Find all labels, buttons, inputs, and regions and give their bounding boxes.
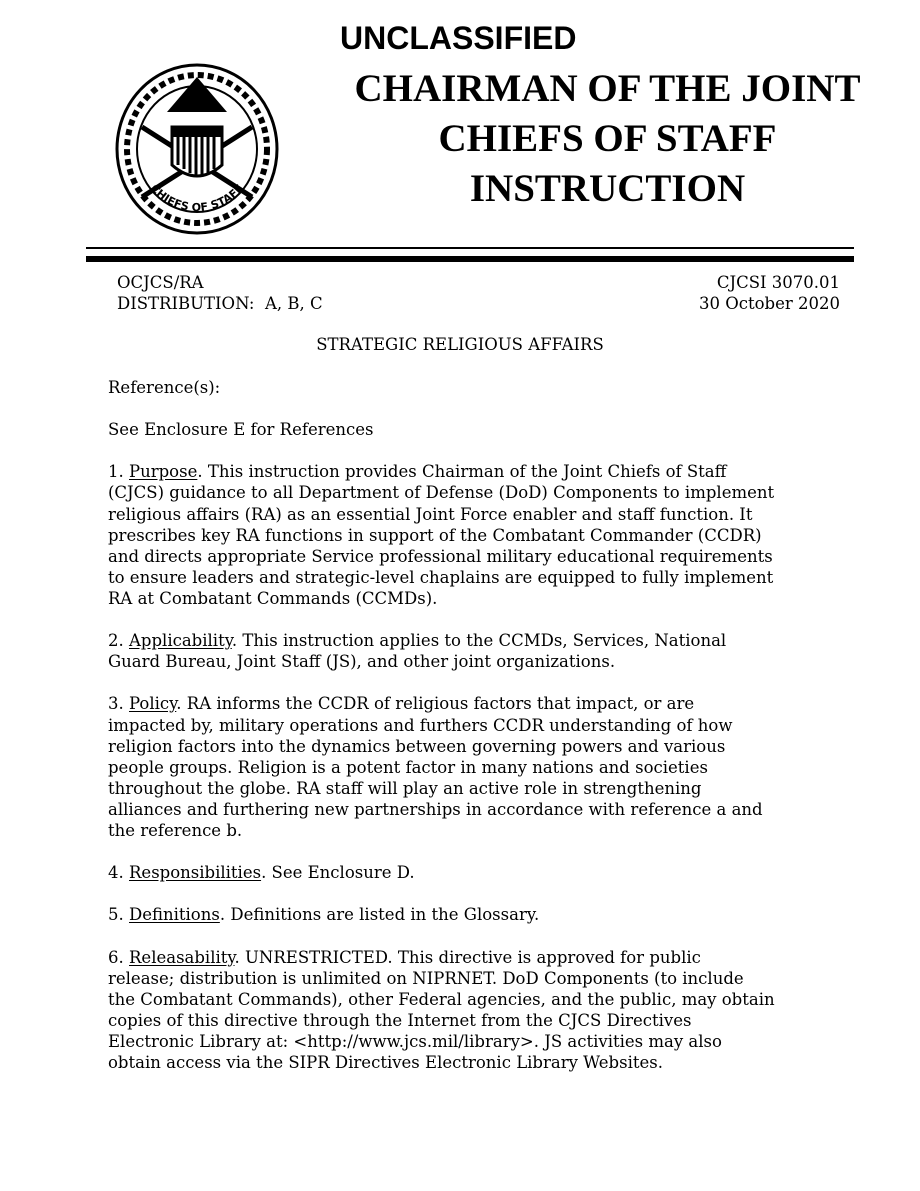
section-number: 5. xyxy=(108,905,129,925)
section-heading: Responsibilities xyxy=(129,863,262,883)
seal-top-text: JOINT xyxy=(176,93,218,111)
section-paragraph xyxy=(108,904,828,925)
paragraph-line: religious affairs (RA) as an essential Joint Force enabler and staff function. It xyxy=(108,504,753,524)
title-line: INSTRUCTION xyxy=(469,167,746,210)
section-paragraph xyxy=(108,461,828,609)
seal-bottom-text: CHIEFS OF STAFF xyxy=(147,181,247,215)
document-body xyxy=(108,377,828,1094)
section-text: . See Enclosure D. xyxy=(261,863,415,883)
section-number: 6. xyxy=(108,947,129,967)
header-rule-thin xyxy=(86,247,854,249)
title-line: CHIEFS OF STAFF xyxy=(438,117,777,160)
meta-right xyxy=(699,272,840,314)
header-rule-thick xyxy=(86,256,854,262)
paragraph-line xyxy=(108,862,828,883)
section-paragraph xyxy=(108,947,828,1074)
paragraph-line: the Combatant Commands), other Federal agencies, and the public, may obtain xyxy=(108,989,775,1009)
paragraph-line: release; distribution is unlimited on NIPRNET. DoD Components (to include xyxy=(108,968,744,988)
paragraph-line xyxy=(108,630,828,651)
document-subject: STRATEGIC RELIGIOUS AFFAIRS xyxy=(316,335,604,354)
section-text: . Definitions are listed in the Glossary. xyxy=(219,905,540,925)
paragraph-line: (CJCS) guidance to all Department of Defense (DoD) Components to implement xyxy=(108,483,775,503)
section-text: . RA informs the CCDR of religious factors that impact, or are xyxy=(176,694,695,714)
paragraph-line: prescribes key RA functions in support of the Combatant Commander (CCDR) xyxy=(108,525,762,545)
paragraph-line: Electronic Library at: <http://www.jcs.mil/library>. JS activities may also xyxy=(108,1031,722,1051)
section-heading: Releasability xyxy=(129,947,235,967)
classification-marking: UNCLASSIFIED xyxy=(340,20,577,56)
paragraph-line: impacted by, military operations and furthers CCDR understanding of how xyxy=(108,715,733,735)
paragraph-line: people groups. Religion is a potent factor in many nations and societies xyxy=(108,757,708,777)
sections-container xyxy=(108,461,828,1073)
references-text: See Enclosure E for References xyxy=(108,420,374,440)
section-heading: Policy xyxy=(129,694,177,714)
document-date: 30 October 2020 xyxy=(698,294,840,313)
section-paragraph xyxy=(108,862,828,883)
section-heading: Definitions xyxy=(129,905,220,925)
paragraph-line: copies of this directive through the Internet from the CJCS Directives xyxy=(108,1010,692,1030)
paragraph-line xyxy=(108,693,828,714)
section-number: 2. xyxy=(108,631,129,651)
section-heading: Applicability xyxy=(129,631,232,651)
section-number: 4. xyxy=(108,863,129,883)
paragraph-line: and directs appropriate Service professional military educational requirements xyxy=(108,546,773,566)
document-title xyxy=(335,64,880,214)
paragraph-line: alliances and furthering new partnerships in accordance with reference a and xyxy=(108,799,763,819)
title-line: CHAIRMAN OF THE JOINT xyxy=(354,67,861,110)
paragraph-line: Guard Bureau, Joint Staff (JS), and other joint organizations. xyxy=(108,652,616,672)
meta-left xyxy=(117,272,323,314)
paragraph-line: the reference b. xyxy=(108,820,243,840)
section-paragraph xyxy=(108,693,828,841)
section-paragraph xyxy=(108,630,828,672)
paragraph-line xyxy=(108,461,828,482)
section-text: . This instruction provides Chairman of the Joint Chiefs of Staff xyxy=(197,462,727,482)
section-text: . UNRESTRICTED. This directive is approved for public xyxy=(234,947,701,967)
section-number: 1. xyxy=(108,462,129,482)
office-code: OCJCS/RA xyxy=(117,273,204,292)
section-text: . This instruction applies to the CCMDs, Services, National xyxy=(231,631,727,651)
paragraph-line xyxy=(108,904,828,925)
joint-chiefs-seal-icon xyxy=(112,57,282,235)
distribution: DISTRIBUTION: A, B, C xyxy=(117,294,323,313)
references-label: Reference(s): xyxy=(108,378,221,397)
section-number: 3. xyxy=(108,694,129,714)
paragraph-line: throughout the globe. RA staff will play an active role in strengthening xyxy=(108,778,702,798)
paragraph-line: religion factors into the dynamics between governing powers and various xyxy=(108,736,726,756)
paragraph-line: to ensure leaders and strategic-level chaplains are equipped to fully implement xyxy=(108,567,774,587)
section-heading: Purpose xyxy=(129,462,198,482)
paragraph-line xyxy=(108,947,828,968)
paragraph-line: RA at Combatant Commands (CCMDs). xyxy=(108,588,438,608)
paragraph-line: obtain access via the SIPR Directives Electronic Library Websites. xyxy=(108,1053,663,1072)
document-number: CJCSI 3070.01 xyxy=(716,273,840,292)
